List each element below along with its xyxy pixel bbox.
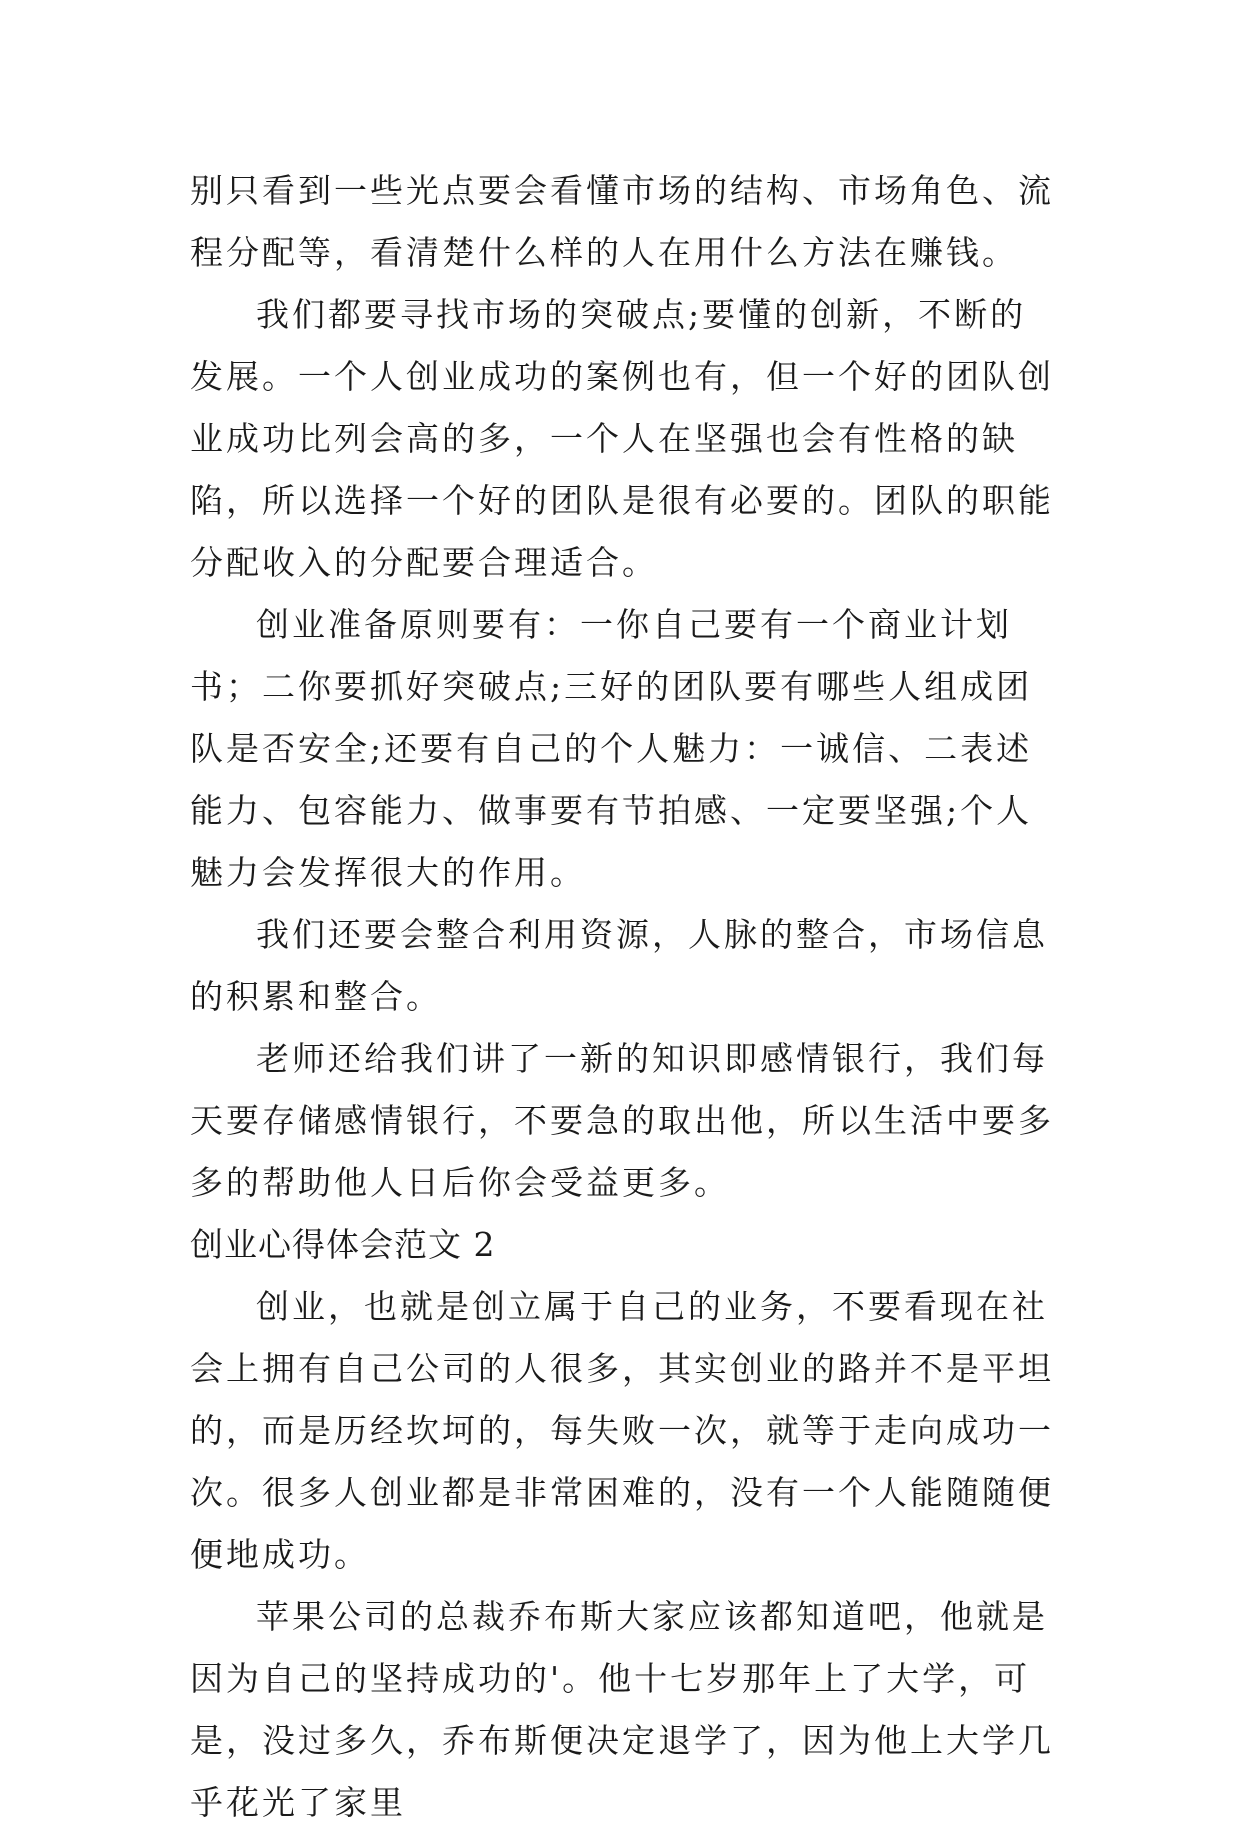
- paragraph-1: 别只看到一些光点要会看懂市场的结构、市场角色、流程分配等，看清楚什么样的人在用什么方法在赚钱。: [190, 171, 1054, 272]
- section-heading: 创业心得体会范文 2: [190, 1225, 496, 1264]
- paragraph-2: 我们都要寻找市场的突破点;要懂的创新，不断的发展。一个人创业成功的案例也有，但一个好的团队创业成功比列会高的多，一个人在坚强也会有性格的缺陷，所以选择一个好的团队是很有必要的。团队的职能分配收入的分配要合理适合。: [190, 295, 1054, 582]
- paragraph-4: 我们还要会整合利用资源，人脉的整合，市场信息的积累和整合。: [190, 915, 1048, 1016]
- paragraph-3: 创业准备原则要有：一你自己要有一个商业计划书；二你要抓好突破点;三好的团队要有哪些人组成团队是否安全;还要有自己的个人魅力：一诚信、二表述能力、包容能力、做事要有节拍感、一定要坚强;个人魅力会发挥很大的作用。: [190, 605, 1033, 892]
- paragraph-7: 苹果公司的总裁乔布斯大家应该都知道吧，他就是因为自己的坚持成功的'。他十七岁那年上了大学，可是，没过多久，乔布斯便决定退学了，因为他上大学几乎花光了家里: [190, 1597, 1054, 1822]
- paragraph-5: 老师还给我们讲了一新的知识即感情银行，我们每天要存储感情银行，不要急的取出他，所以生活中要多多的帮助他人日后你会受益更多。: [190, 1039, 1054, 1202]
- document-body: [190, 160, 1060, 1834]
- paragraph-6: 创业，也就是创立属于自己的业务，不要看现在社会上拥有自己公司的人很多，其实创业的路并不是平坦的，而是历经坎坷的，每失败一次，就等于走向成功一次。很多人创业都是非常困难的，没有一个人能随随便便地成功。: [190, 1287, 1054, 1574]
